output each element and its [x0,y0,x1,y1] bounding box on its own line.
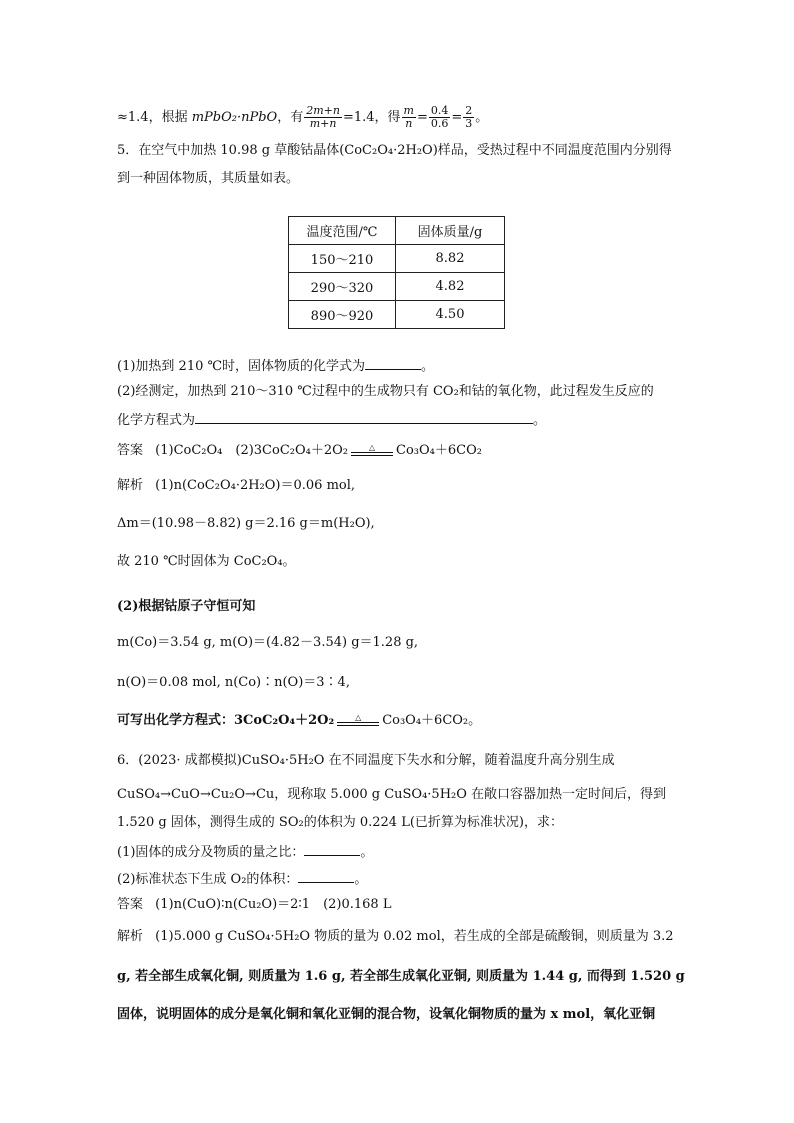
answer-blank [365,357,421,370]
q6-analysis-1: 解析 (1)5.000 g CuSO₄·5H₂O 物质的量为 0.02 mol，若生成的全部是硫酸铜，则质量为 3.2 [117,929,674,944]
table-row [289,273,505,301]
fraction-decimal: $\frac{0.4}{0.6}$ [430,104,449,130]
q5-stem-line2: 到一种固体物质，其质量如表。 [117,171,300,186]
q5-analysis-6: n(O)＝0.08 mol, n(Co)∶n(O)＝3∶4, [117,675,350,690]
text-equals: =1.4，得 [342,110,401,125]
table-row [289,245,505,273]
table-cell: 4.82 [396,273,505,301]
heat-equals-sign: △ [351,444,393,458]
analysis-label: 解析 [117,929,144,944]
lead-oxide-formula: mPbO₂·nPbO [191,110,278,125]
table-cell: 8.82 [396,245,505,273]
table-cell: 150～210 [289,245,396,273]
q5-analysis-2: Δm＝(10.98－8.82) g＝2.16 g＝m(H₂O), [117,516,375,531]
q5-analysis-3: 故 210 ℃时固体为 CoC₂O₄。 [117,554,296,569]
answer-blank [195,411,533,424]
q5-subquestion-2-line1: (2)经测定，加热到 210～310 ℃过程中的生成物只有 CO₂和钴的氧化物，此过程发生反应的 [117,384,654,399]
text-approx: ≈1.4，根据 [117,110,192,125]
q6-subquestion-1: (1)固体的成分及物质的量之比： 。 [117,845,374,860]
table-header-temp: 温度范围/℃ [289,217,396,245]
q5-answer: 答案 (1)CoC₂O₄ (2)3CoC₂O₄＋2O₂ △ Co₃O₄＋6CO₂ [117,442,482,458]
answer-blank [298,870,354,883]
fraction-ratio: $\frac{2m+n}{m+n}$ [306,104,340,130]
answer-blank [304,843,360,856]
q6-answer: 答案 (1)n(CuO)∶n(Cu₂O)＝2∶1 (2)0.168 L [117,897,392,912]
q6-subquestion-2: (2)标准状态下生成 O₂的体积： 。 [117,872,368,887]
answer-label: 答案 [117,443,144,458]
answer-label: 答案 [117,897,144,912]
q6-analysis-3: 固体，说明固体的成分是氧化铜和氧化亚铜的混合物，设氧化铜物质的量为 x mol，氧化亚铜 [117,1007,656,1022]
q6-analysis-2: g, 若全部生成氧化铜, 则质量为 1.6 g, 若全部生成氧化亚铜, 则质量为 1.44 g, 而得到 1.520 g [117,969,685,984]
table-header-row [289,217,505,245]
q5-analysis-1: 解析 (1)n(CoC₂O₄·2H₂O)＝0.06 mol, [117,478,356,493]
table-row [289,301,505,329]
q5-data-table [288,216,505,329]
fraction-result: $\frac{2}{3}$ [465,104,473,130]
q6-stem-line2: CuSO₄→CuO→Cu₂O→Cu，现称取 5.000 g CuSO₄·5H₂O 在敞口容器加热一定时间后，得到 [117,787,667,802]
table-cell: 290～320 [289,273,396,301]
q5-subquestion-1: (1)加热到 210 ℃时，固体物质的化学式为 。 [117,359,435,374]
table-header-mass: 固体质量/g [396,217,505,245]
heat-equals-sign: △ [337,714,379,728]
analysis-label: 解析 [117,478,144,493]
solution-continuation-line: ≈1.4，根据 mPbO₂·nPbO，有 $\frac{2m+n}{m+n}$ =1.4，得 $\frac{m}{n}$ = $\frac{0.4}{0.6}$ = $\frac{2}{3}$ 。 [117,104,489,130]
q6-stem-line3: 1.520 g 固体，测得生成的 SO₂的体积为 0.224 L(已折算为标准状况)，求： [117,815,563,830]
q5-analysis-5: m(Co)＝3.54 g, m(O)＝(4.82－3.54) g＝1.28 g, [117,635,419,650]
table-cell: 4.50 [396,301,505,329]
q5-subquestion-2-line2: 化学方程式为 。 [117,413,547,428]
q6-stem-line1: 6．(2023· 成都模拟)CuSO₄·5H₂O 在不同温度下失水和分解，随着温度升高分别生成 [117,753,615,768]
text-connector: ，有 [277,110,304,125]
q5-analysis-4: (2)根据钴原子守恒可知 [117,599,256,614]
table-cell: 890～920 [289,301,396,329]
q5-analysis-7: 可写出化学方程式：3CoC₂O₄＋2O₂ △ Co₃O₄＋6CO₂。 [117,712,482,728]
fraction-m-n: $\frac{m}{n}$ [403,104,414,130]
q5-stem-line1: 5．在空气中加热 10.98 g 草酸钴晶体(CoC₂O₄·2H₂O)样品，受热过程中不同温度范围内分别得 [117,143,672,158]
